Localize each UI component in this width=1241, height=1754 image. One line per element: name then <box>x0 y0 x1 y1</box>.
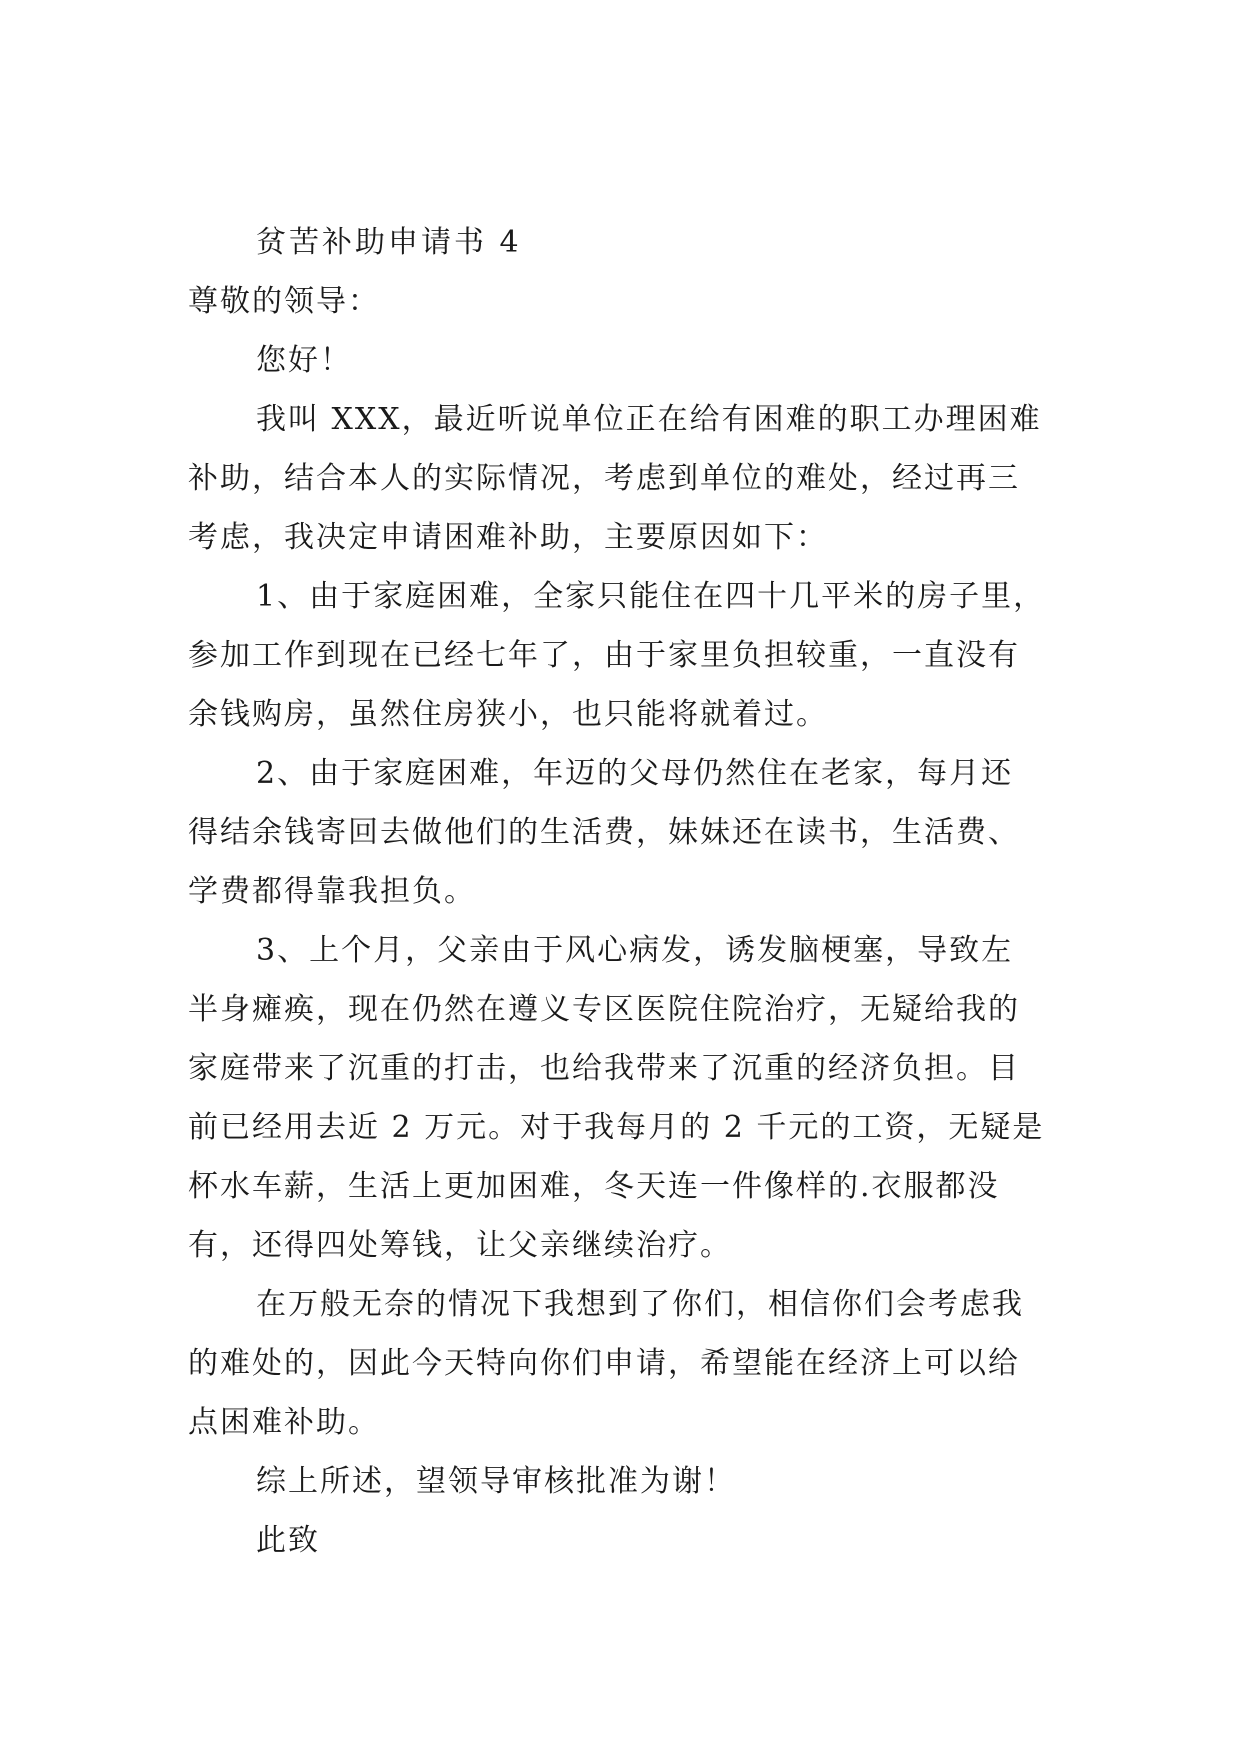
paragraph-line: 得结余钱寄回去做他们的生活费，妹妹还在读书，生活费、 <box>188 815 1020 850</box>
paragraph-line: 我叫 XXX，最近听说单位正在给有困难的职工办理困难 <box>256 402 1042 437</box>
closing-remark: 综上所述，望领导审核批准为谢！ <box>256 1464 736 1499</box>
paragraph-reason-2 <box>188 744 1048 921</box>
paragraph-line: 有，还得四处筹钱，让父亲继续治疗。 <box>188 1228 732 1263</box>
letter-title: 贫苦补助申请书 4 <box>256 225 522 260</box>
paragraph-line: 考虑，我决定申请困难补助，主要原因如下： <box>188 520 828 555</box>
paragraph-request <box>188 1275 1048 1452</box>
paragraph-line: 在万般无奈的情况下我想到了你们，相信你们会考虑我 <box>256 1287 1024 1322</box>
paragraph-line: 半身瘫痪，现在仍然在遵义专区医院住院治疗，无疑给我的 <box>188 992 1020 1027</box>
paragraph-line: 家庭带来了沉重的打击，也给我带来了沉重的经济负担。目 <box>188 1051 1020 1086</box>
paragraph-intro <box>188 390 1048 567</box>
paragraph-line: 1、由于家庭困难，全家只能住在四十几平米的房子里， <box>256 579 1046 614</box>
paragraph-line: 前已经用去近 2 万元。对于我每月的 2 千元的工资，无疑是 <box>188 1110 1045 1145</box>
paragraph-line: 学费都得靠我担负。 <box>188 874 476 909</box>
paragraph-line: 3、上个月，父亲由于风心病发，诱发脑梗塞，导致左 <box>256 933 1014 968</box>
paragraph-line: 杯水车薪，生活上更加困难，冬天连一件像样的.衣服都没 <box>188 1169 1000 1204</box>
paragraph-reason-1 <box>188 567 1048 744</box>
paragraph-line: 点困难补助。 <box>188 1405 380 1440</box>
paragraph-reason-3 <box>188 921 1048 1275</box>
paragraph-line: 余钱购房，虽然住房狭小，也只能将就着过。 <box>188 697 828 732</box>
salutation: 尊敬的领导： <box>188 284 380 319</box>
paragraph-line: 2、由于家庭困难，年迈的父母仍然住在老家，每月还 <box>256 756 1014 791</box>
letter-body <box>188 213 1048 1570</box>
regards: 此致 <box>256 1523 320 1558</box>
paragraph-line: 参加工作到现在已经七年了，由于家里负担较重，一直没有 <box>188 638 1020 673</box>
greeting: 您好！ <box>256 343 352 378</box>
paragraph-line: 的难处的，因此今天特向你们申请，希望能在经济上可以给 <box>188 1346 1020 1381</box>
paragraph-line: 补助，结合本人的实际情况，考虑到单位的难处，经过再三 <box>188 461 1020 496</box>
